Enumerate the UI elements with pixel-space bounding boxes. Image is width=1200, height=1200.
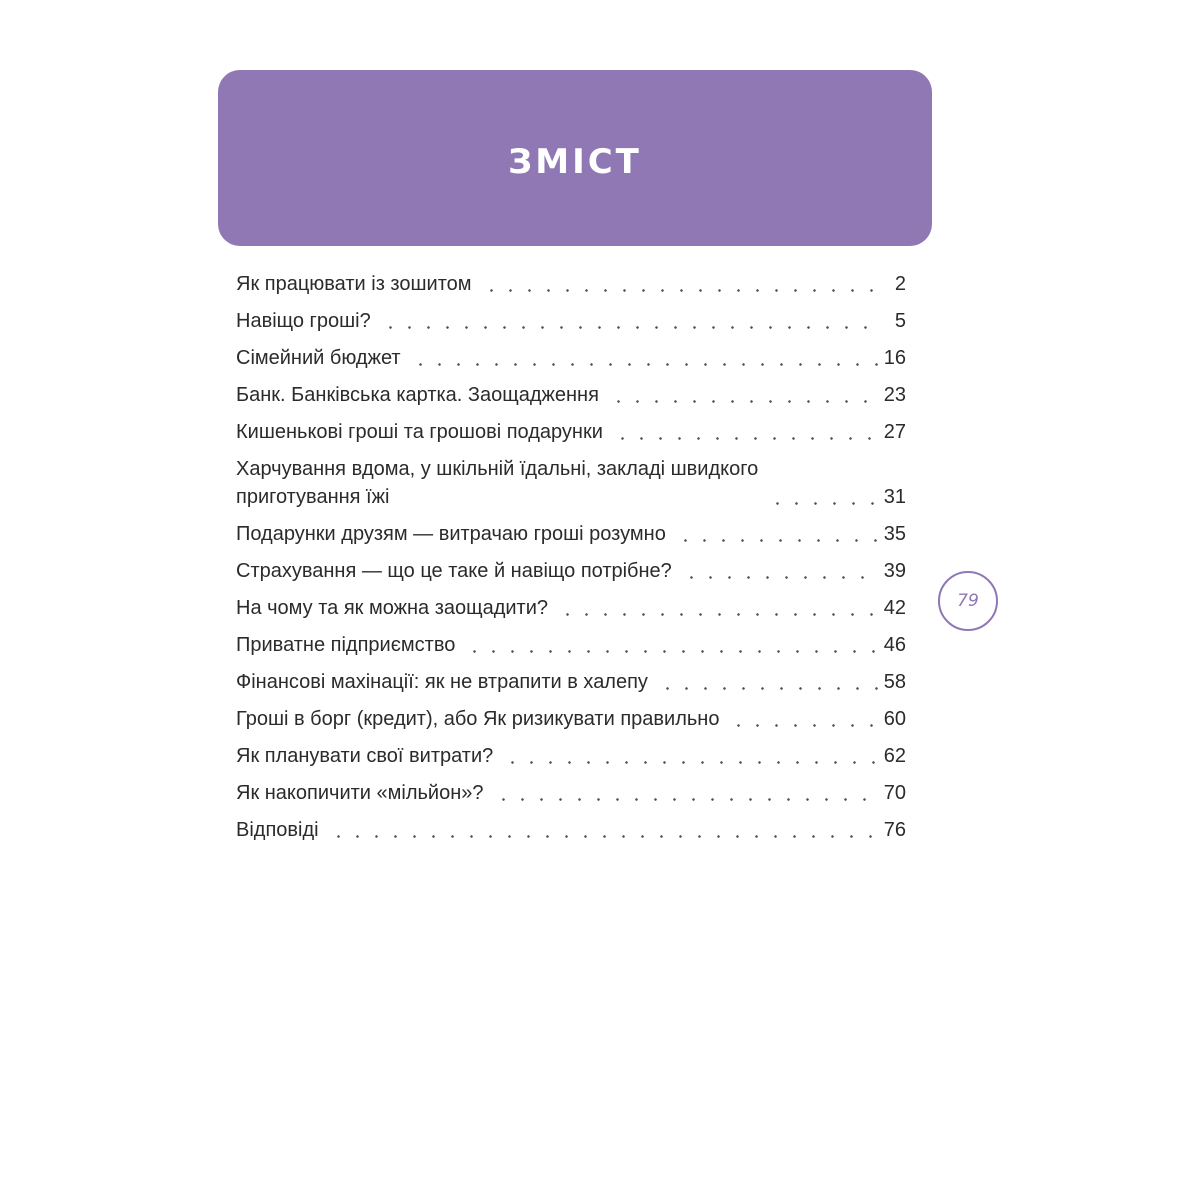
toc-entry-page: 46 xyxy=(883,634,906,656)
toc-entry-title: Як планувати свої витрати? xyxy=(236,745,494,767)
toc-entry[interactable] xyxy=(236,520,906,548)
toc-dot-leader xyxy=(609,418,878,446)
toc-entry-page: 58 xyxy=(883,671,906,693)
toc-entry-title: Фінансові махінації: як не втрапити в халепу xyxy=(236,671,648,693)
toc-entry[interactable] xyxy=(236,816,906,844)
toc-entry-page: 23 xyxy=(883,384,906,406)
toc-dot-leader xyxy=(499,742,878,770)
table-of-contents xyxy=(236,270,906,853)
toc-entry-page: 5 xyxy=(894,310,906,332)
toc-dot-leader xyxy=(325,816,878,844)
toc-entry[interactable] xyxy=(236,779,906,807)
toc-entry-title: Подарунки друзям — витрачаю гроші розумно xyxy=(236,523,666,545)
toc-dot-leader xyxy=(725,705,877,733)
contents-header-band xyxy=(218,70,932,246)
toc-entry-title: Як накопичити «мільйон»? xyxy=(236,782,484,804)
toc-entry[interactable] xyxy=(236,742,906,770)
toc-entry-title xyxy=(236,455,758,511)
toc-dot-leader xyxy=(377,307,880,335)
toc-entry[interactable] xyxy=(236,705,906,733)
toc-dot-leader xyxy=(654,668,878,696)
page-number: 79 xyxy=(957,591,979,611)
toc-entry[interactable] xyxy=(236,270,906,298)
contents-title: ЗМІСТ xyxy=(508,142,642,182)
toc-entry-title: Приватне підприємство xyxy=(236,634,456,656)
toc-entry[interactable] xyxy=(236,455,906,511)
toc-entry-page: 60 xyxy=(883,708,906,730)
toc-dot-leader xyxy=(605,381,878,409)
toc-entry-page: 42 xyxy=(883,597,906,619)
toc-dot-leader xyxy=(478,270,880,298)
toc-entry-title-line: Харчування вдома, у шкільній їдальні, закладі швидкого xyxy=(236,458,759,480)
toc-entry-title: Гроші в борг (кредит), або Як ризикувати правильно xyxy=(236,708,720,730)
toc-entry-title: Відповіді xyxy=(236,819,319,841)
toc-entry-page: 39 xyxy=(883,560,906,582)
toc-entry-title: На чому та як можна заощадити? xyxy=(236,597,548,619)
toc-entry[interactable] xyxy=(236,631,906,659)
toc-dot-leader xyxy=(490,779,878,807)
toc-dot-leader xyxy=(678,557,878,585)
toc-entry[interactable] xyxy=(236,594,906,622)
toc-entry-page: 76 xyxy=(883,819,906,841)
toc-entry-page: 62 xyxy=(883,745,906,767)
toc-entry-title-line: приготування їжі xyxy=(236,486,390,508)
toc-dot-leader xyxy=(407,344,878,372)
toc-dot-leader xyxy=(672,520,878,548)
toc-entry[interactable] xyxy=(236,381,906,409)
toc-entry[interactable] xyxy=(236,668,906,696)
toc-dot-leader xyxy=(764,483,878,511)
toc-entry-title: Страхування — що це таке й навіщо потрібне? xyxy=(236,560,672,582)
toc-entry-title: Навіщо гроші? xyxy=(236,310,371,332)
toc-entry-title: Банк. Банківська картка. Заощадження xyxy=(236,384,599,406)
toc-entry[interactable] xyxy=(236,418,906,446)
toc-entry-page: 70 xyxy=(883,782,906,804)
toc-dot-leader xyxy=(461,631,877,659)
toc-entry-page: 31 xyxy=(883,486,906,508)
toc-entry[interactable] xyxy=(236,307,906,335)
toc-entry-title: Як працювати із зошитом xyxy=(236,273,472,295)
page-number-badge xyxy=(938,571,998,631)
toc-entry-page: 16 xyxy=(883,347,906,369)
toc-entry-page: 27 xyxy=(883,421,906,443)
toc-entry-page: 35 xyxy=(883,523,906,545)
toc-entry[interactable] xyxy=(236,557,906,585)
toc-entry-title: Сімейний бюджет xyxy=(236,347,401,369)
toc-entry[interactable] xyxy=(236,344,906,372)
toc-entry-title: Кишенькові гроші та грошові подарунки xyxy=(236,421,603,443)
toc-entry-page: 2 xyxy=(894,273,906,295)
toc-dot-leader xyxy=(554,594,878,622)
